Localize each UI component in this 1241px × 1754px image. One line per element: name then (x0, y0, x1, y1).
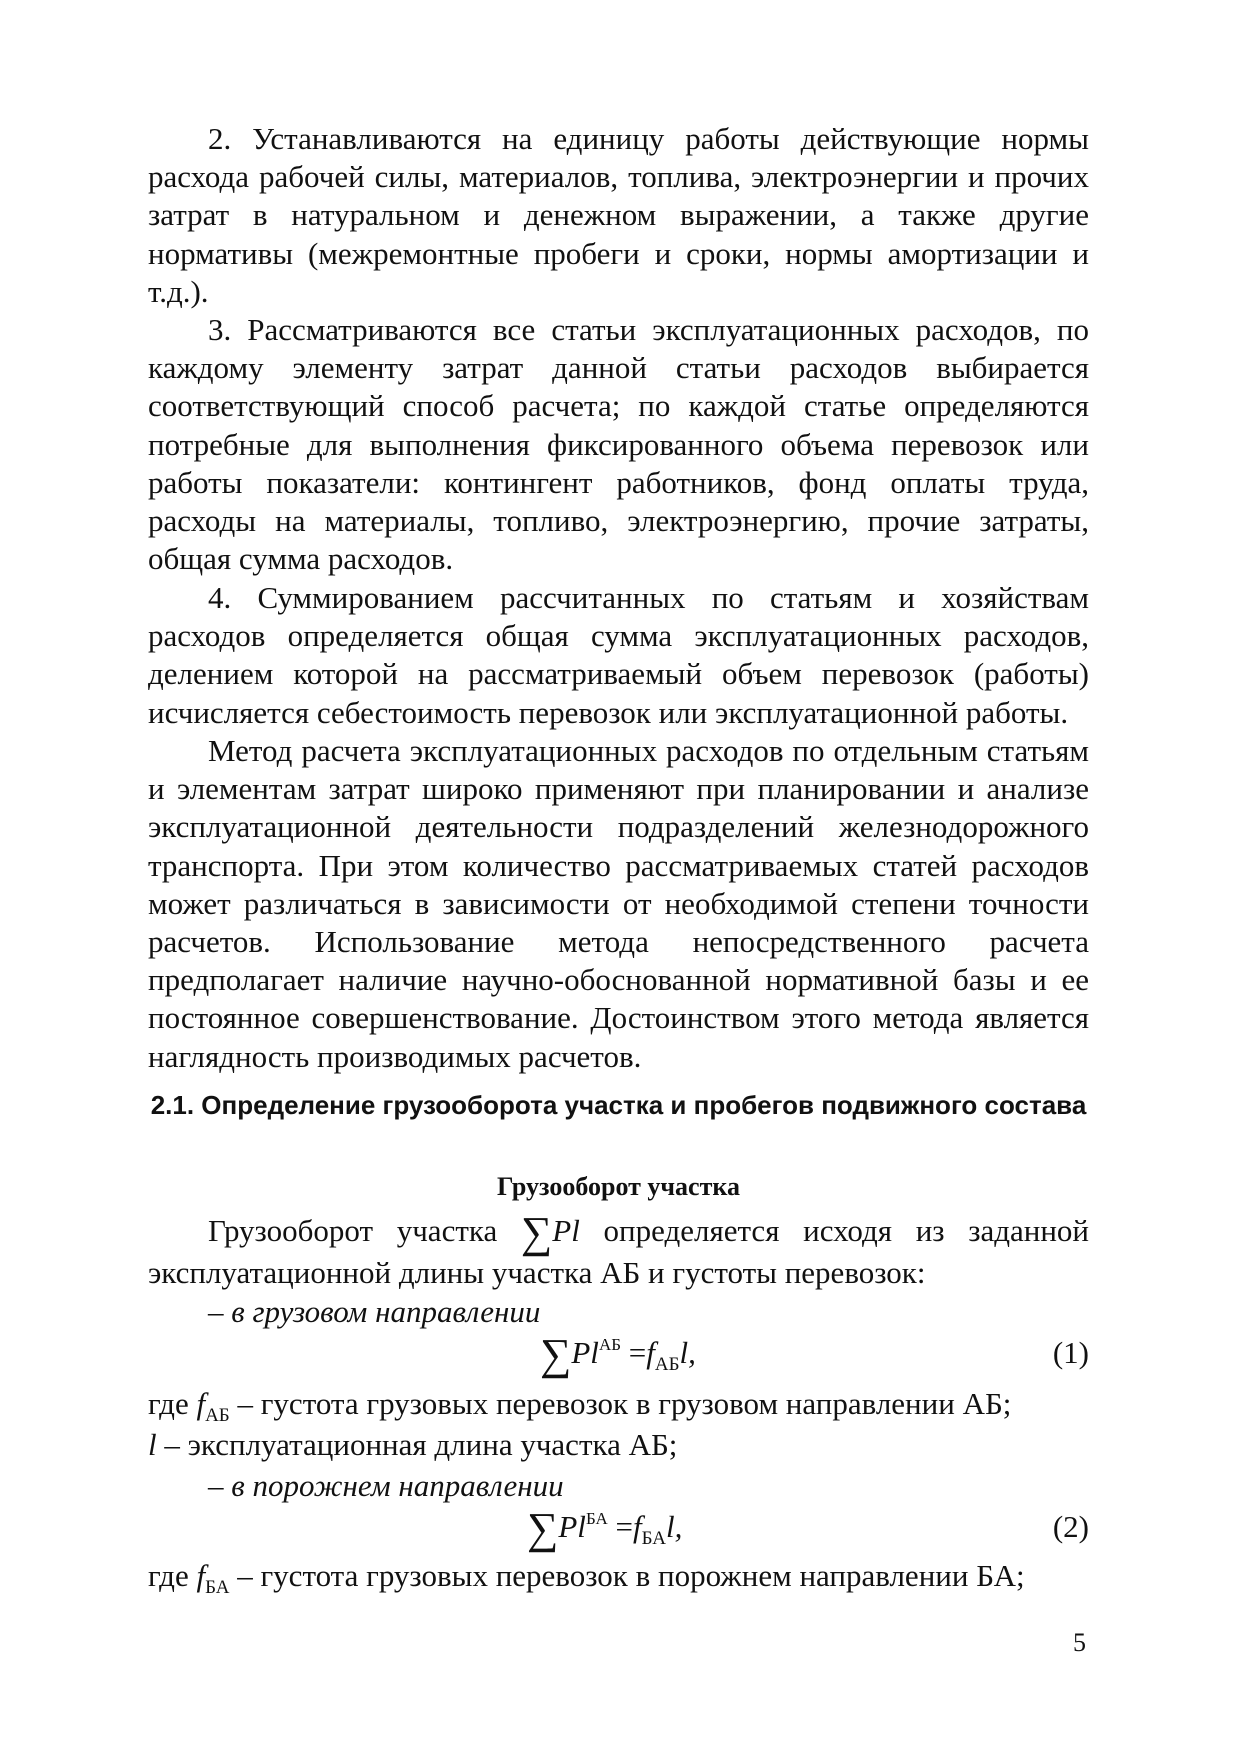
paragraph-item-4: 4. Суммированием рассчитанных по статьям и хозяйствам расходов определяется общая сумма эксплуатационных расходов, делением которой на рассматриваемый объем перевозок (работы) исчисляется себестоимость перевозок или эксплуатационной работы. (148, 580, 1089, 730)
intro-after: определяется исходя из заданной (603, 1213, 1090, 1248)
page-number: 5 (1073, 1628, 1086, 1657)
paragraph-item-3: 3. Рассматриваются все статьи эксплуатационных расходов, по каждому элементу затрат данной статьи расходов выбирается соответствующий способ расчета; по каждой статье определяются потребные для выполнения фиксированного объема перевозок или работы показатели: контингент работников, фонд оплаты труда, расходы на материалы, топливо, электроэнергию, прочие затраты, общая сумма расходов. (148, 312, 1089, 577)
eq2-equals: = (615, 1509, 633, 1544)
eq1-f: f (646, 1335, 655, 1370)
intro-symbol: Pl (552, 1213, 580, 1248)
eq1-sub: АБ (654, 1354, 680, 1375)
eq2-tail: l, (666, 1509, 683, 1544)
where2-sub: БА (205, 1577, 230, 1598)
eq2-f: f (633, 1509, 642, 1544)
where-f-ba (148, 1557, 1089, 1607)
where-l-symbol: l (148, 1427, 157, 1462)
equation-2 (527, 1504, 683, 1553)
intro-line-2: эксплуатационной длины участка АБ и густоты перевозок: (148, 1255, 926, 1290)
where2-text: – густота грузовых перевозок в порожнем направлении БА; (237, 1558, 1025, 1593)
paragraph-item-2: 2. Устанавливаются на единицу работы действующие нормы расхода рабочей силы, материалов, топлива, электроэнергии и прочих затрат в натуральном и денежном выражении, а также другие нормативы (межремонтные пробеги и сроки, нормы амортизации и т.д.). (148, 121, 1089, 309)
where1-f: f (196, 1386, 206, 1421)
where-l (148, 1426, 1089, 1464)
section-heading: 2.1. Определение грузооборота участка и пробегов подвижного состава (150, 1090, 1087, 1120)
sum-symbol: ∑ (527, 1504, 559, 1553)
intro-before: Грузооборот участка (208, 1213, 498, 1248)
paragraph-method: Метод расчета эксплуатационных расходов по отдельным статьям и элементам затрат широко применяют при планировании и анализе эксплуатационной деятельности подразделений железнодорожного транспорта. При этом количество рассматриваемых статей расходов может различаться в зависимости от необходимой степени точности расчетов. Использование метода непосредственного расчета предполагает наличие научно-обоснованной нормативной базы и ее постоянное совершенствование. Достоинством этого метода является наглядность производимых расчетов. (148, 733, 1089, 1074)
where-l-text: – эксплуатационная длина участка АБ; (164, 1427, 678, 1462)
equation-1-number: (1) (1052, 1335, 1089, 1370)
where1-prefix: где (148, 1386, 189, 1421)
eq2-sup: БА (585, 1509, 608, 1528)
case-loaded: – в грузовом направлении (208, 1294, 541, 1329)
eq1-equals: = (628, 1335, 647, 1370)
where1-text: – густота грузовых перевозок в грузовом направлении АБ; (237, 1386, 1012, 1421)
equation-1 (540, 1330, 696, 1379)
intro-line-1 (148, 1208, 1090, 1257)
eq2-lhs: Pl (558, 1509, 586, 1544)
eq1-lhs: Pl (571, 1335, 599, 1370)
where1-sub: АБ (205, 1405, 230, 1426)
subheading: Грузооборот участка (497, 1172, 740, 1201)
equation-2-number: (2) (1052, 1509, 1089, 1544)
eq1-tail: l, (679, 1335, 696, 1370)
case-empty: – в порожнем направлении (208, 1468, 564, 1503)
sum-symbol: ∑ (520, 1208, 553, 1257)
sum-symbol: ∑ (540, 1330, 572, 1379)
where2-prefix: где (148, 1558, 189, 1593)
eq1-sup: АБ (598, 1335, 621, 1354)
eq2-sub: БА (641, 1528, 667, 1549)
where2-f: f (196, 1558, 206, 1593)
